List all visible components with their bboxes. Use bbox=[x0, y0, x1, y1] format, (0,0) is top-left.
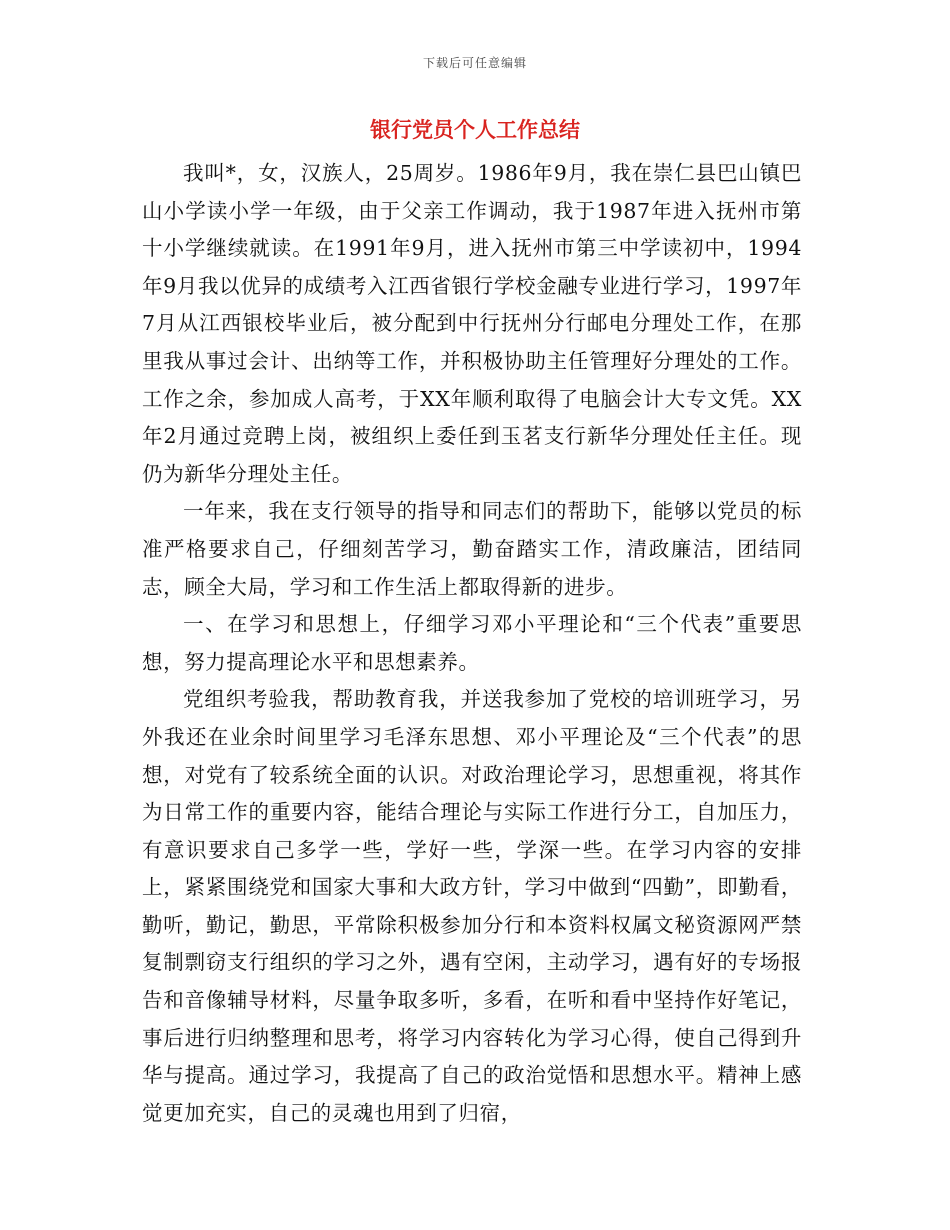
paragraph-section-heading-study: 一、在学习和思想上，仔细学习邓小平理论和“三个代表”重要思想，努力提高理论水平和思想素养。 bbox=[142, 612, 802, 674]
paragraph-year-summary: 一年来，我在支行领导的指导和同志们的帮助下，能够以党员的标准严格要求自己，仔细刻苦学习，勤奋踏实工作，清政廉洁，团结同志，顾全大局，学习和工作生活上都取得新的进步。 bbox=[142, 499, 802, 599]
paragraph-personal-background: 我叫*，女，汉族人，25周岁。1986年9月，我在崇仁县巴山镇巴山小学读小学一年级，由于父亲工作调动，我于1987年进入抚州市第十小学继续就读。在1991年9月，进入抚州市第三中学读初中，1994年9月我以优异的成绩考入江西省银行学校金融专业进行学习，1997年7月从江西银校毕业后，被分配到中行抚州分行邮电分理处工作，在那里我从事过会计、出纳等工作，并积极协助主任管理好分理处的工作。工作之余，参加成人高考，于XX年顺利取得了电脑会计大专文凭。XX年2月通过竞聘上岗，被组织上委任到玉茗支行新华分理处任主任。现仍为新华分理处主任。 bbox=[142, 161, 802, 486]
paragraph-study-details: 党组织考验我，帮助教育我，并送我参加了党校的培训班学习，另外我还在业余时间里学习毛泽东思想、邓小平理论及“三个代表”的思想，对党有了较系统全面的认识。对政治理论学习，思想重视，将其作为日常工作的重要内容，能结合理论与实际工作进行分工，自加压力，有意识要求自己多学一些，学好一些，学深一些。在学习内容的安排上，紧紧围绕党和国家大事和大政方针，学习中做到“四勤”，即勤看，勤听，勤记，勤思，平常除积极参加分行和本资料权属文秘资源网严禁复制剽窃支行组织的学习之外，遇有空闲，主动学习，遇有好的专场报告和音像辅导材料，尽量争取多听，多看，在听和看中坚持作好笔记，事后进行归纳整理和思考，将学习内容转化为学习心得，使自己得到升华与提高。通过学习，我提高了自己的政治觉悟和思想水平。精神上感觉更加充实，自己的灵魂也用到了归宿， bbox=[142, 687, 802, 1125]
document-title: 银行党员个人工作总结 bbox=[370, 118, 580, 142]
page-header-note: 下载后可任意编辑 bbox=[422, 56, 527, 70]
document-body bbox=[142, 155, 802, 1132]
